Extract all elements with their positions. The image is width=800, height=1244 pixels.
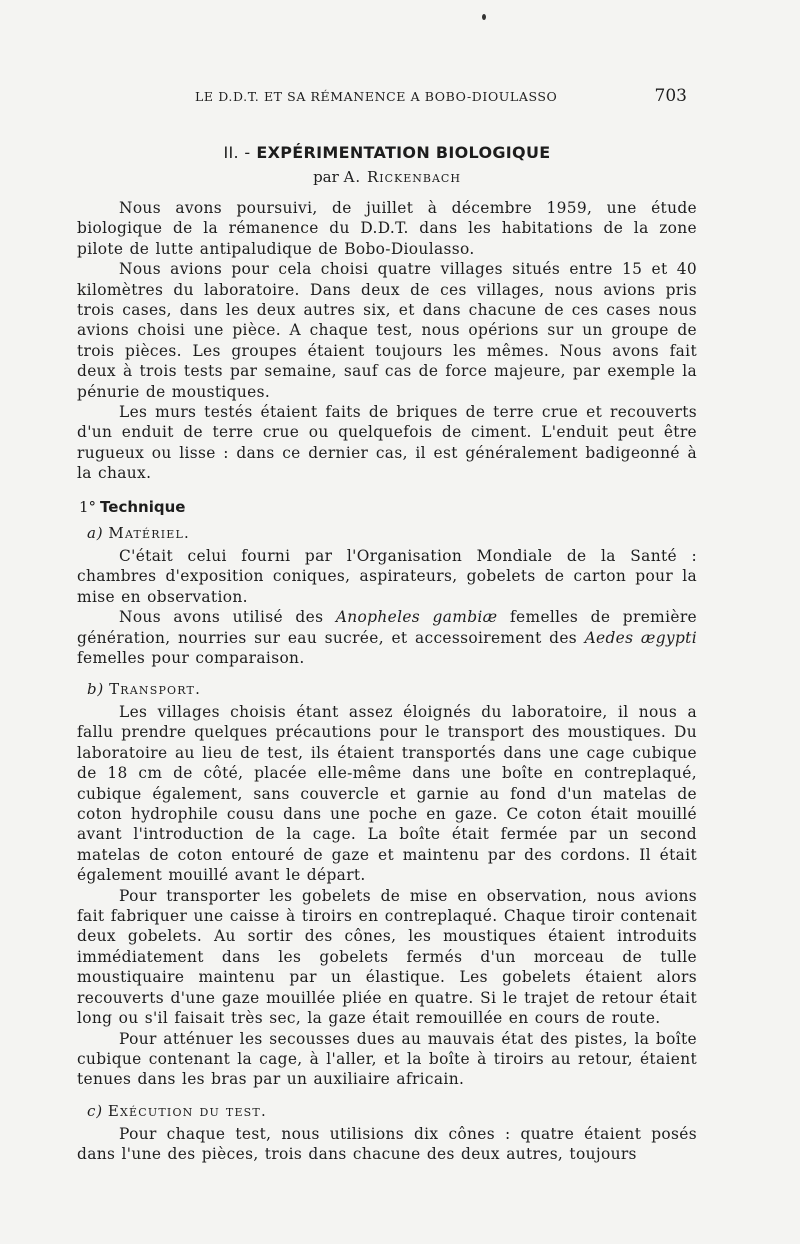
byline-prefix: par <box>313 168 339 186</box>
species-aedes: Aedes ægypti <box>584 628 697 647</box>
subhead-transport <box>87 680 201 698</box>
section-number: II. - <box>223 143 251 162</box>
page-number: 703 <box>654 86 687 106</box>
running-header <box>77 86 697 108</box>
materiel-paragraph-2 <box>77 607 697 668</box>
ink-speck <box>482 14 486 20</box>
technique-heading <box>79 498 185 516</box>
materiel-text-start: Nous avons utilisé des <box>119 608 336 627</box>
intro-paragraph-2: Nous avions pour cela choisi quatre villages situés entre 15 et 40 kilomètres du laboratoire. Dans deux de ces villages, nous avions pris trois cases, dans les deux autres six, et dans chacune de ces cases nous avions choisi une pièce. A chaque test, nous opérions sur un groupe de trois pièces. Les groupes étaient toujours les mêmes. Nous avons fait deux à trois tests par semaine, sauf cas de force majeure, par exemple la pénurie de moustiques. <box>77 260 697 401</box>
materiel-block <box>77 546 697 668</box>
subhead-transport-title: Transport. <box>109 680 202 698</box>
running-title: LE D.D.T. ET SA RÉMANENCE A BOBO-DIOULASSO <box>195 89 558 104</box>
subhead-materiel-letter: a) <box>87 524 104 542</box>
transport-paragraph-1: Les villages choisis étant assez éloignés du laboratoire, il nous a fallu prendre quelques précautions pour le transport des moustiques. Du laboratoire au lieu de test, ils étaient transportés dans une cage cubique de 18 cm de côté, placée elle-même dans une boîte en contreplaqué, cubique également, sans couvercle et garnie au fond d'un matelas de coton hydrophile cousu dans une poche en gaze. Ce coton était mouillé avant l'introduction de la cage. La boîte était fermée par un second matelas de coton entouré de gaze et maintenu par des cordons. Il était également mouillé avant le départ. <box>77 703 697 885</box>
transport-paragraph-2: Pour transporter les gobelets de mise en observation, nous avions fait fabriquer une caisse à tiroirs en contreplaqué. Chaque tiroir contenait deux gobelets. Au sortir des cônes, les moustiques étaient introduits immédiatement dans les gobelets fermés d'un morceau de tulle moustiquaire maintenu par un élastique. Les gobelets étaient alors recouverts d'une gaze mouillée pliée en quatre. Si le trajet de retour était long ou s'il faisait très sec, la gaze était remouillée en cours de route. <box>77 886 697 1028</box>
subhead-materiel-title: Matériel. <box>108 524 191 542</box>
subhead-transport-letter: b) <box>87 680 105 698</box>
author-name: A. Rickenbach <box>343 168 461 186</box>
section-title: EXPÉRIMENTATION BIOLOGIQUE <box>256 143 551 162</box>
transport-block <box>77 702 697 1090</box>
subhead-execution <box>87 1102 267 1120</box>
intro-block <box>77 198 697 484</box>
intro-paragraph-3: Les murs testés étaient faits de briques de terre crue et recouverts d'un enduit de terre crue ou quelquefois de ciment. L'enduit peut être rugueux ou lisse : dans ce dernier cas, il est généralement badigeonné à la chaux. <box>77 403 697 483</box>
technique-title: Technique <box>100 498 186 516</box>
species-anopheles: Anopheles gambiæ <box>335 608 498 627</box>
intro-paragraph-1: Nous avons poursuivi, de juillet à décembre 1959, une étude biologique de la rémanence du D.D.T. dans les habitations de la zone pilote de lutte antipaludique de Bobo-Dioulasso. <box>77 199 697 258</box>
materiel-paragraph-1: C'était celui fourni par l'Organisation Mondiale de la Santé : chambres d'exposition coniques, aspirateurs, gobelets de carton pour la mise en observation. <box>77 547 697 606</box>
technique-number: 1° <box>79 498 97 516</box>
byline <box>77 168 697 186</box>
subhead-materiel <box>87 524 190 542</box>
execution-block <box>77 1124 697 1165</box>
subhead-execution-title: Exécution du test. <box>107 1102 267 1120</box>
materiel-text-end: femelles pour comparaison. <box>77 649 305 668</box>
materiel-text-mid: femelles de première génération, nourries sur eau sucrée, et accessoirement des <box>77 608 697 647</box>
section-heading <box>77 143 697 162</box>
transport-paragraph-3: Pour atténuer les secousses dues au mauvais état des pistes, la boîte cubique contenant la cage, à l'aller, et la boîte à tiroirs au retour, étaient tenues dans les bras par un auxiliaire africain. <box>77 1029 697 1089</box>
subhead-execution-letter: c) <box>87 1102 103 1120</box>
execution-paragraph-1: Pour chaque test, nous utilisions dix cônes : quatre étaient posés dans l'une des pièces, trois dans chacune des deux autres, toujours <box>77 1125 697 1164</box>
